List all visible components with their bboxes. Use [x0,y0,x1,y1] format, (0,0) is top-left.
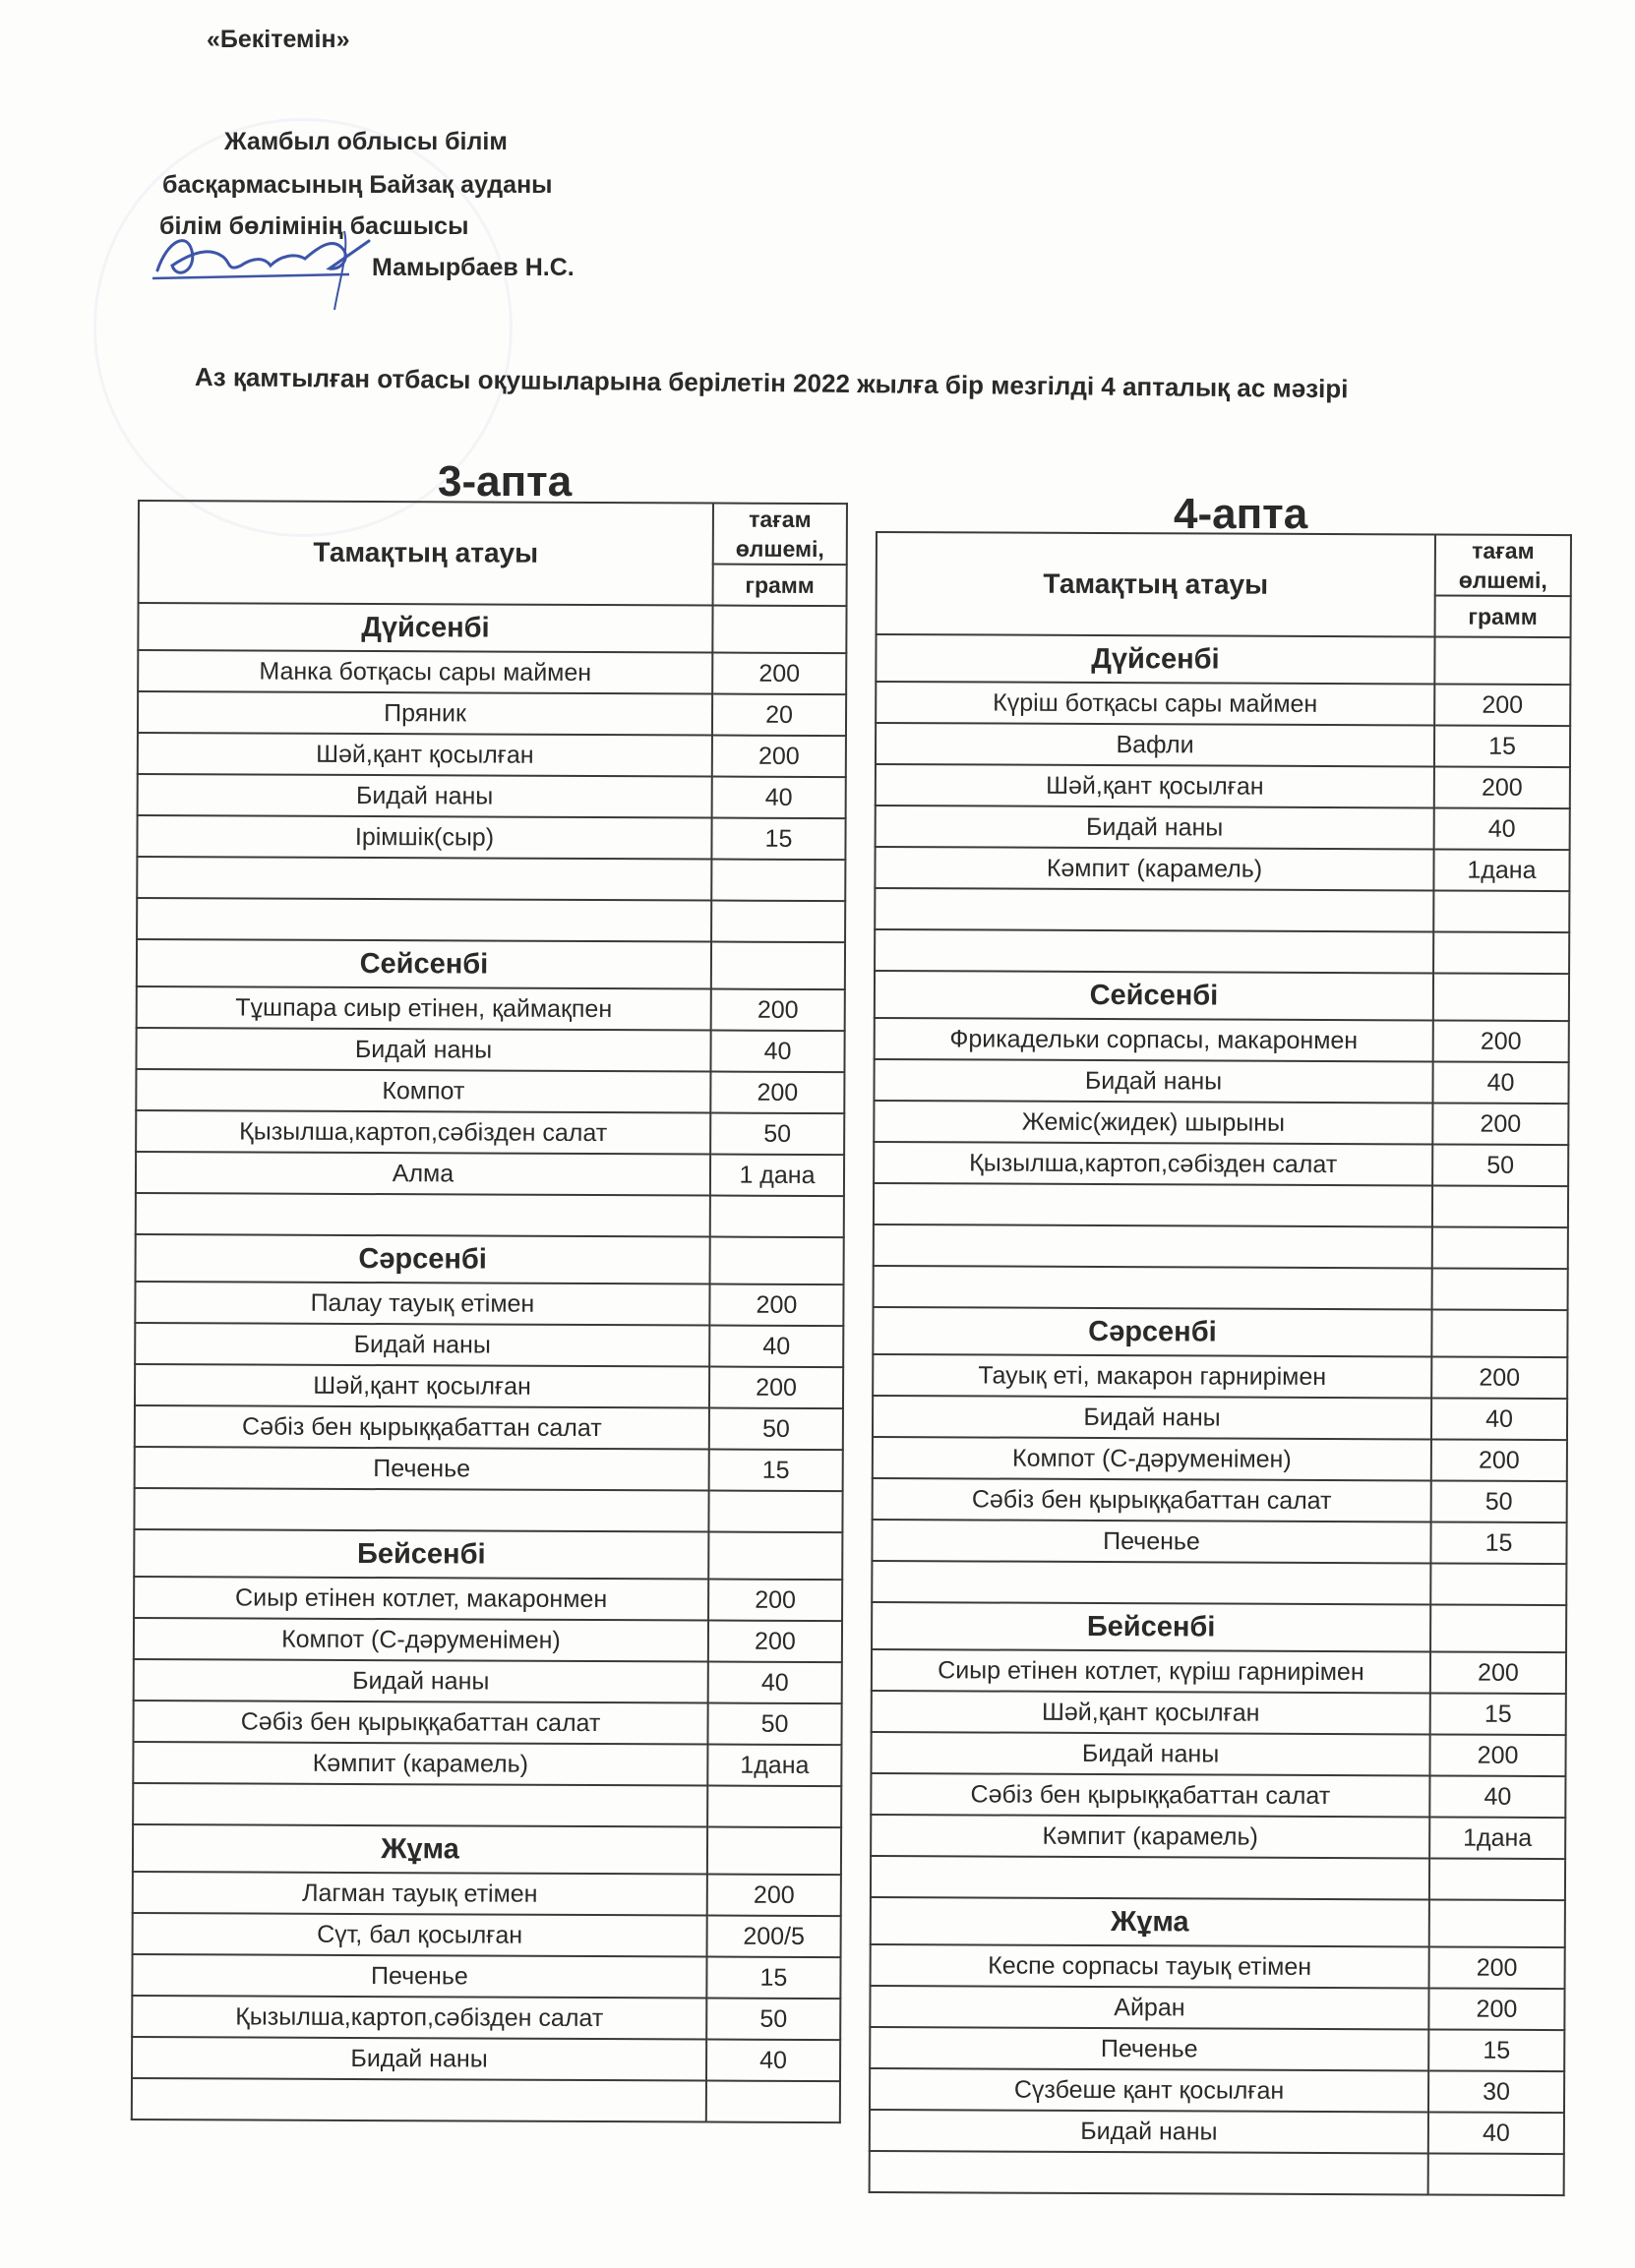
day-row [137,939,845,989]
dish-qty: 50 [1432,1144,1568,1186]
table-row [136,1152,844,1196]
table-row [136,1069,844,1113]
empty-row [132,2078,840,2122]
dish-name: Манка ботқасы сары маймен [138,650,712,694]
table-row [874,1101,1568,1145]
dish-name: Бидай наны [135,1323,709,1367]
dish-qty: 1дана [1433,849,1569,891]
authority-line-3: білім бөлімінің басшысы [159,212,469,240]
dish-name: Сәбіз бен қырыққабаттан салат [135,1405,709,1450]
dish-qty: 15 [706,1957,840,1999]
dish-qty: 40 [1428,2112,1564,2154]
dish-qty: 50 [706,1999,840,2041]
table-row [875,1018,1569,1062]
dish-qty: 50 [710,1113,844,1156]
dish-qty: 200 [711,989,845,1032]
dish-qty: 200 [708,1621,842,1663]
dish-name: Бидай наны [873,1396,1431,1439]
empty-cell [711,901,845,943]
empty-row [875,929,1569,974]
empty-cell [1428,2153,1564,2195]
table-row [870,2068,1564,2113]
empty-cell [708,1491,842,1533]
empty-cell [710,1196,844,1238]
dish-qty: 15 [709,1450,843,1492]
day-name: Дүйсенбі [138,603,712,653]
table-row [873,1396,1567,1440]
table-row [135,1364,843,1408]
day-qty-cell [711,942,845,990]
empty-cell [871,1856,1429,1899]
dish-qty: 40 [1429,1775,1565,1818]
dish-name: Сүзбеше қант қосылған [870,2068,1428,2112]
empty-row [872,1561,1566,1605]
dish-qty: 40 [709,1326,843,1368]
header-row [877,532,1571,596]
week-3-menu-table [131,500,848,2123]
table-row [871,1773,1565,1818]
day-row [873,1307,1567,1357]
day-qty-cell [1434,636,1570,685]
dish-name: Компот [136,1069,710,1113]
empty-row [133,1783,841,1827]
day-qty-cell [712,606,846,654]
empty-cell [137,898,711,942]
document-title: Аз қамтылған отбасы оқушыларына берілетін 2022 жылға бір мезгілді 4 апталық ас мәзірі [194,362,1349,404]
dish-name: Шәй,қант қосылған [138,733,712,777]
table-row [872,1649,1566,1694]
day-name: Жұма [871,1897,1429,1946]
dish-qty: 15 [1430,1693,1566,1735]
table-row [874,1059,1568,1104]
dish-qty: 200 [709,1284,843,1327]
dish-qty: 40 [1434,807,1570,850]
empty-row [875,888,1569,932]
dish-qty: 40 [1432,1061,1568,1104]
day-row [133,1824,841,1875]
dish-name: Фрикадельки сорпасы, макаронмен [875,1018,1433,1061]
table-row [133,1742,841,1786]
table-row [132,2037,840,2081]
day-name: Дүйсенбі [876,634,1434,684]
dish-name: Алма [136,1152,710,1196]
day-name: Бейсенбі [134,1529,708,1580]
empty-cell [1432,1226,1568,1269]
day-qty-cell [708,1532,842,1581]
empty-row [137,898,845,942]
table-row [873,1478,1567,1522]
dish-name: Шәй,қант қосылған [876,764,1434,807]
table-row [138,650,846,694]
dish-qty: 200 [1429,1734,1565,1776]
dish-qty: 200 [712,653,846,695]
header-name: Тамақтың атауы [139,501,713,606]
approval-label: «Бекітемін» [207,26,350,53]
authority-line-1: Жамбыл облысы білім [224,128,508,155]
table-row [138,774,846,818]
table-row [876,806,1570,850]
week-4-menu-table [869,531,1572,2196]
authority-signer: Мамырбаев Н.С. [372,254,575,281]
dish-name: Кеспе сорпасы тауық етімен [871,1944,1429,1988]
day-row [875,971,1569,1021]
day-name: Бейсенбі [872,1602,1430,1651]
empty-row [874,1183,1568,1227]
dish-qty: 200 [1432,1103,1568,1145]
table-row [876,764,1570,808]
table-row [138,733,846,777]
empty-cell [874,1266,1432,1309]
table-row [133,1913,841,1957]
dish-qty: 15 [711,818,845,861]
empty-row [137,857,845,901]
dish-name: Шәй,қант қосылған [135,1364,709,1408]
header-qty: тағам өлшемі, [1435,534,1571,596]
table-row [136,1028,844,1072]
empty-cell [1432,1268,1568,1310]
table-row [875,847,1569,891]
dish-name: Сиыр етінен котлет, күріш гарнирімен [872,1649,1430,1693]
dish-name: Палау тауық етімен [135,1282,709,1326]
dish-name: Сиыр етінен котлет, макаронмен [134,1577,708,1621]
table-row [874,1142,1568,1186]
header-name: Тамақтың атауы [877,532,1435,636]
table-row [871,1944,1565,1989]
day-row [138,603,846,653]
dish-name: Қызылша,картоп,сәбізден салат [874,1142,1432,1185]
dish-qty: 200 [707,1875,841,1917]
empty-cell [137,857,711,901]
empty-row [134,1488,842,1532]
table-row [871,1732,1565,1776]
empty-cell [870,2151,1428,2194]
dish-qty: 20 [712,694,846,737]
dish-name: Кәмпит (карамель) [133,1742,707,1786]
dish-name: Тауық еті, макарон гарнирімен [873,1354,1431,1398]
dish-name: Бидай наны [138,774,712,818]
signature-icon [148,211,374,320]
day-qty-cell [1431,1309,1567,1357]
dish-qty: 200 [709,1367,843,1409]
dish-name: Бидай наны [874,1059,1432,1103]
dish-qty: 30 [1428,2070,1564,2113]
table-row [138,691,846,736]
dish-name: Күріш ботқасы сары маймен [876,682,1434,725]
dish-name: Сәбіз бен қырыққабаттан салат [873,1478,1431,1522]
dish-name: Сәбіз бен қырыққабаттан салат [871,1773,1429,1817]
week-3-title: 3-апта [438,457,573,506]
empty-row [871,1856,1565,1900]
authority-line-2: басқармасының Байзақ ауданы [162,171,553,199]
dish-qty: 200 [1433,1020,1569,1062]
empty-cell [874,1224,1432,1268]
day-qty-cell [1433,973,1569,1021]
table-row [876,723,1570,767]
day-qty-cell [1429,1899,1565,1947]
dish-qty: 15 [1430,1522,1566,1564]
empty-cell [134,1488,708,1532]
day-qty-cell [1430,1604,1566,1652]
table-row [135,1447,843,1491]
dish-qty: 200 [1431,1439,1567,1481]
dish-name: Печенье [132,1954,706,1999]
dish-qty: 200 [1429,1946,1565,1989]
table-row [871,1815,1565,1859]
dish-qty: 40 [712,777,846,819]
day-name: Сейсенбі [875,971,1433,1020]
empty-cell [1432,1185,1568,1227]
dish-qty: 40 [1431,1398,1567,1440]
table-row [870,1986,1564,2030]
dish-name: Печенье [135,1447,709,1491]
table-row [873,1354,1567,1399]
dish-name: Лагман тауық етімен [133,1872,707,1916]
table-row [134,1659,842,1703]
dish-name: Айран [870,1986,1428,2029]
dish-qty: 200 [1434,766,1570,808]
dish-name: Қызылша,картоп,сәбізден салат [132,1996,706,2040]
dish-qty: 1дана [707,1745,841,1787]
table-row [876,682,1570,726]
empty-cell [132,2078,706,2122]
table-row [135,1282,843,1326]
table-row [133,1701,841,1745]
day-row [134,1529,842,1580]
dish-name: Сүт, бал қосылған [133,1913,707,1957]
dish-name: Бидай наны [136,1028,710,1072]
dish-qty: 40 [710,1031,844,1073]
dish-qty: 15 [1428,2029,1564,2071]
empty-cell [1430,1563,1566,1605]
week-4-title: 4-апта [1174,490,1308,538]
table-row [136,1110,844,1155]
header-row [139,501,847,565]
dish-name: Компот (С-дәруменімен) [873,1437,1431,1480]
table-row [133,1872,841,1916]
empty-cell [711,860,845,902]
header-unit: грамм [713,565,847,607]
dish-qty: 15 [1434,725,1570,767]
dish-qty: 1 дана [710,1155,844,1197]
empty-row [874,1266,1568,1310]
dish-qty: 40 [706,2040,840,2082]
dish-qty: 1дана [1429,1817,1565,1859]
dish-qty: 50 [707,1703,841,1746]
dish-name: Кәмпит (карамель) [875,847,1433,890]
table-row [872,1520,1566,1564]
empty-cell [872,1561,1430,1604]
table-row [135,1323,843,1367]
empty-cell [706,2081,840,2123]
dish-qty: 50 [1431,1480,1567,1522]
day-qty-cell [710,1237,844,1285]
table-row [873,1437,1567,1481]
dish-qty: 200 [712,736,846,778]
table-row [137,986,845,1031]
dish-name: Печенье [872,1520,1430,1563]
dish-name: Бидай наны [871,1732,1429,1775]
empty-cell [1433,890,1569,932]
dish-qty: 200 [710,1072,844,1114]
empty-cell [136,1193,710,1237]
empty-row [870,2151,1564,2195]
dish-name: Бидай наны [870,2110,1428,2153]
table-row [134,1577,842,1621]
empty-cell [874,1183,1432,1226]
day-name: Сәрсенбі [136,1234,710,1284]
table-row [132,1996,840,2040]
day-name: Жұма [133,1824,707,1875]
empty-cell [707,1786,841,1828]
dish-name: Кәмпит (карамель) [871,1815,1429,1858]
dish-name: Қызылша,картоп,сәбізден салат [136,1110,710,1155]
empty-cell [875,888,1433,931]
day-name: Сейсенбі [137,939,711,989]
header-unit: грамм [1435,595,1571,637]
table-row [137,815,845,860]
table-row [870,2027,1564,2071]
dish-name: Ірімшік(сыр) [137,815,711,860]
day-qty-cell [707,1827,841,1876]
empty-cell [1433,931,1569,974]
empty-row [136,1193,844,1237]
header-qty: тағам өлшемі, [713,504,847,566]
empty-cell [1429,1858,1565,1900]
day-row [871,1897,1565,1947]
dish-qty: 200 [1430,1651,1566,1694]
dish-name: Тұшпара сиыр етінен, қаймақпен [137,986,711,1031]
table-row [132,1954,840,1999]
day-row [876,634,1570,685]
dish-qty: 200/5 [707,1916,841,1958]
dish-qty: 200 [1431,1356,1567,1399]
dish-name: Печенье [870,2027,1428,2070]
dish-qty: 50 [709,1408,843,1451]
table-row [135,1405,843,1450]
dish-name: Пряник [138,691,712,736]
dish-name: Бидай наны [132,2037,706,2081]
day-name: Сәрсенбі [873,1307,1431,1356]
dish-qty: 40 [708,1662,842,1704]
dish-name: Сәбіз бен қырыққабаттан салат [133,1701,707,1745]
dish-name: Бидай наны [876,806,1434,849]
empty-row [874,1224,1568,1269]
dish-name: Жеміс(жидек) шырыны [874,1101,1432,1144]
dish-name: Бидай наны [134,1659,708,1703]
dish-name: Компот (С-дәруменімен) [134,1618,708,1662]
dish-qty: 200 [708,1580,842,1622]
day-row [136,1234,844,1284]
dish-qty: 200 [1434,684,1570,726]
day-row [872,1602,1566,1652]
dish-qty: 200 [1428,1988,1564,2030]
table-row [134,1618,842,1662]
table-row [872,1691,1566,1735]
dish-name: Шәй,қант қосылған [872,1691,1430,1734]
empty-cell [875,929,1433,973]
table-row [870,2110,1564,2154]
dish-name: Вафли [876,723,1434,766]
empty-cell [133,1783,707,1827]
